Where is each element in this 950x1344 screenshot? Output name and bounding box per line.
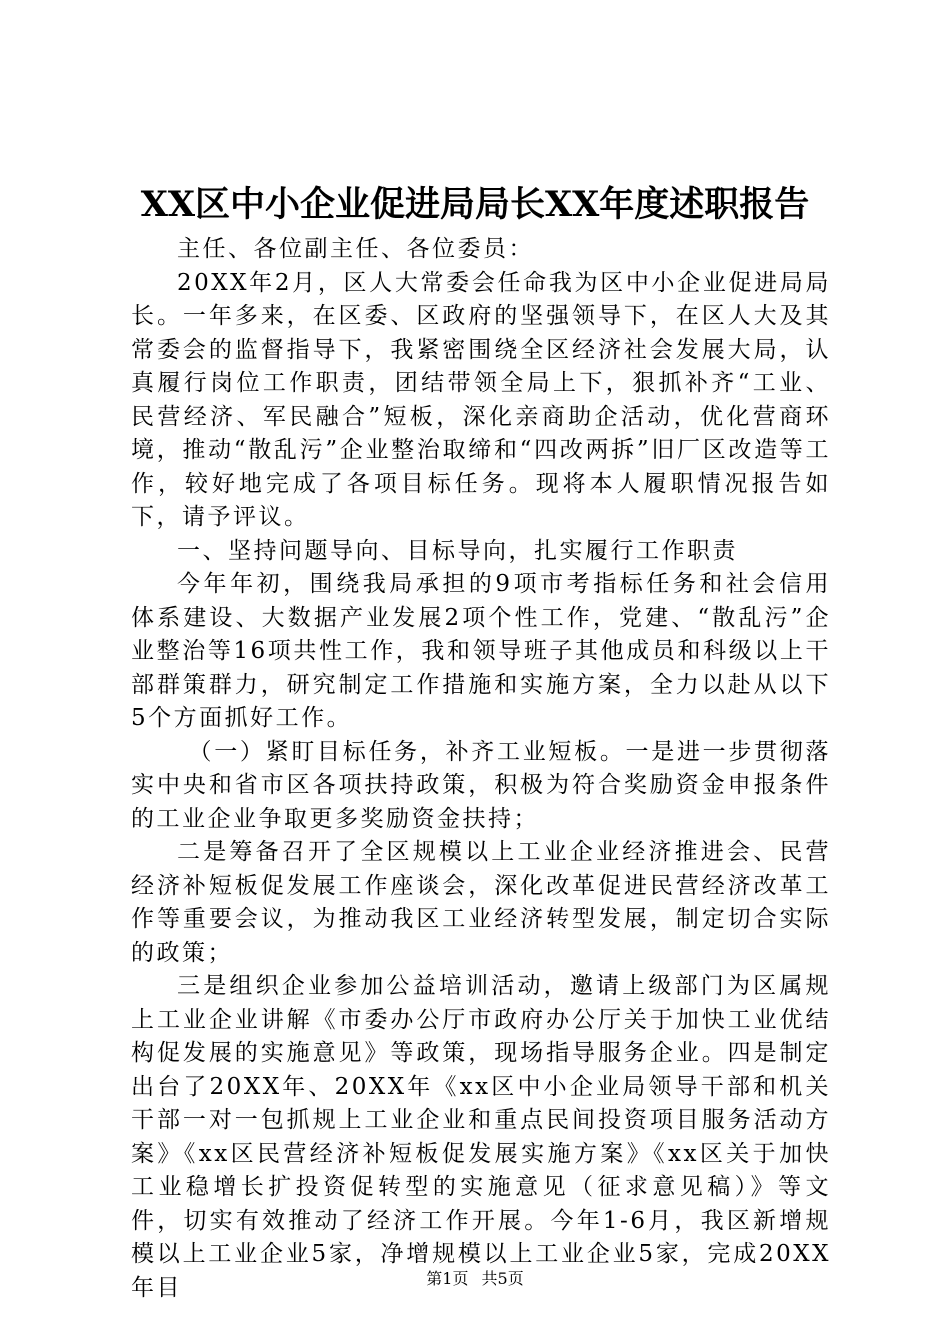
page-footer	[0, 1268, 950, 1290]
page-number: 第1页	[426, 1269, 469, 1288]
body-paragraph: 三是组织企业参加公益培训活动，邀请上级部门为区属规上工业企业讲解《市委办公厅市政府办公厅关于加快工业优结构促发展的实施意见》等政策，现场指导服务企业。四是制定出台了20XX年、20XX年《xx区中小企业局领导干部和机关干部一对一包抓规上工业企业和重点民间投资项目服务活动方案》《xx区民营经济补短板促发展实施方案》《xx区关于加快工业稳增长扩投资促转型的实施意见（征求意见稿）》等文件，切实有效推动了经济工作开展。今年1-6月，我区新增规模以上工业企业5家，净增规模以上工业企业5家，完成20XX年目	[131, 973, 831, 1301]
document-body	[131, 233, 831, 1305]
body-paragraph: 二是筹备召开了全区规模以上工业企业经济推进会、民营经济补短板促发展工作座谈会，深化改革促进民营经济改革工作等重要会议，为推动我区工业经济转型发展，制定切合实际的政策；	[131, 839, 831, 966]
document-title: XX区中小企业促进局局长XX年度述职报告	[140, 184, 810, 225]
page-total: 共5页	[481, 1269, 524, 1288]
intro-paragraph: 20XX年2月，区人大常委会任命我为区中小企业促进局局长。一年多来，在区委、区政府的坚强领导下，在区人大及其常委会的监督指导下，我紧密围绕全区经济社会发展大局，认真履行岗位工作职责，团结带领全局上下，狠抓补齐“工业、民营经济、军民融合”短板，深化亲商助企活动，优化营商环境，推动“散乱污”企业整治取缔和“四改两拆”旧厂区改造等工作，较好地完成了各项目标任务。现将本人履职情况报告如下，请予评议。	[131, 269, 831, 530]
salutation-paragraph: 主任、各位副主任、各位委员：	[177, 236, 534, 262]
section-heading: 一、坚持问题导向、目标导向，扎实履行工作职责	[177, 537, 738, 564]
body-paragraph: 今年年初，围绕我局承担的9项市考指标任务和社会信用体系建设、大数据产业发展2项个性工作，党建、“散乱污”企业整治等16项共性工作，我和领导班子其他成员和科级以上干部群策群力，研究制定工作措施和实施方案，全力以赴从以下5个方面抓好工作。	[131, 571, 831, 731]
body-paragraph: （一）紧盯目标任务，补齐工业短板。一是进一步贯彻落实中央和省市区各项扶持政策，积极为符合奖励资金申报条件的工业企业争取更多奖励资金扶持；	[131, 738, 831, 832]
